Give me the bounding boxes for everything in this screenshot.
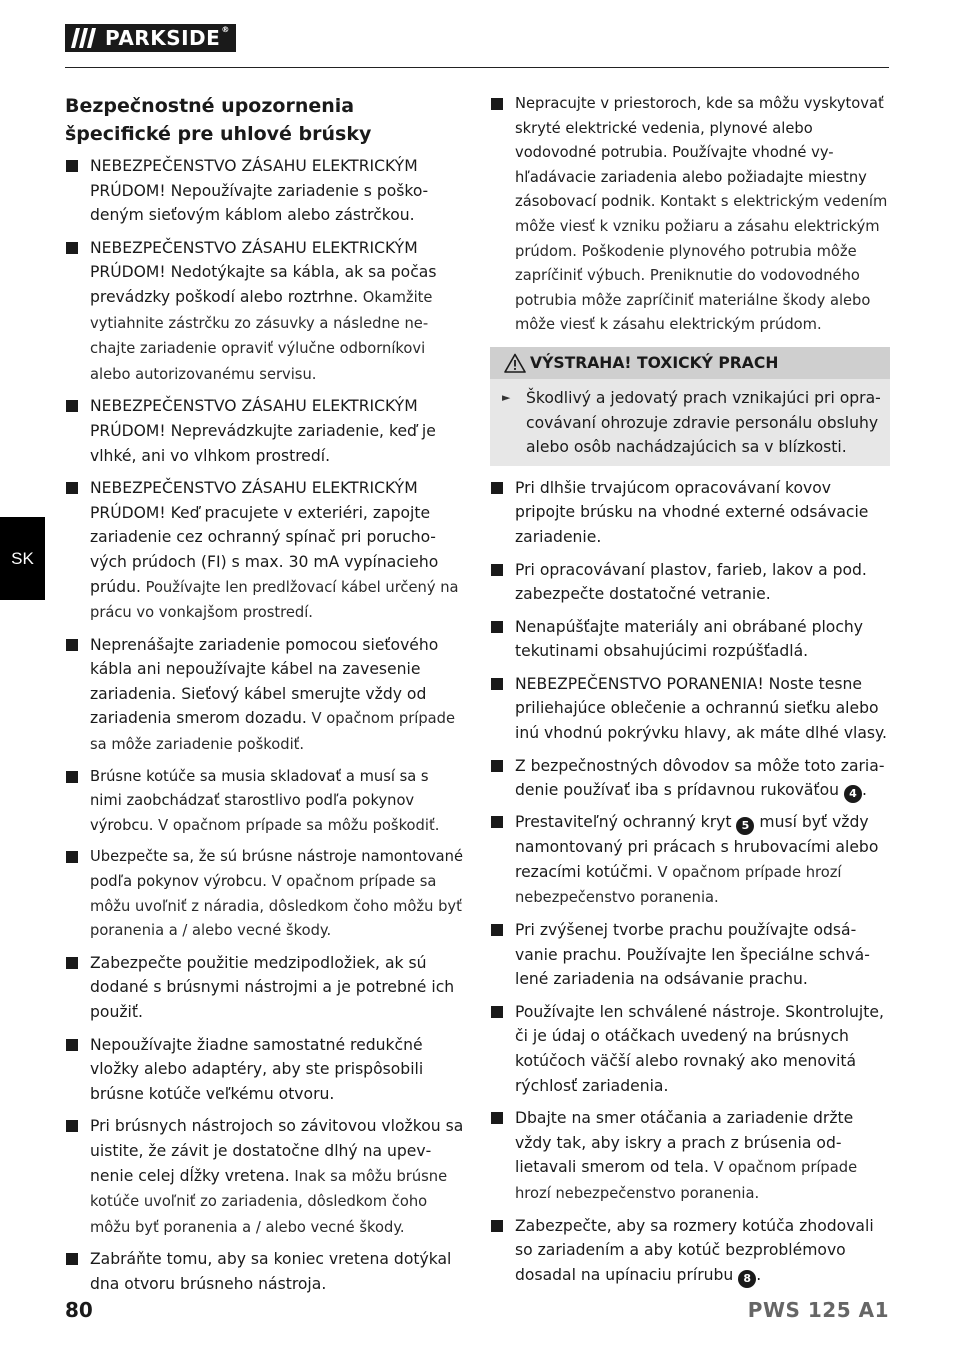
warning-text: ► Škodlivý a jedovatý prach vznikajúci pri opracovávaní ohrozuje zdravie personálu obsluhy alebo osôb nachádzajúcich sa v blízkosti. bbox=[490, 379, 890, 462]
square-bullet-icon bbox=[491, 678, 503, 690]
part-number-badge: 5 bbox=[736, 817, 754, 835]
square-bullet-icon bbox=[491, 924, 503, 936]
list-item: Pri zvýšenej tvorbe prachu používajte odsávanie prachu. Používajte len špeciálne schválené zariadenia na odsávanie prachu. bbox=[490, 918, 890, 993]
list-item: Neprenášajte zariadenie pomocou sieťového kábla ani nepoužívajte kábel na zavesenie zariadenia. Sieťový kábel smerujte vždy od zariadenia smerom dozadu. V opačnom prípade sa môže zariadenie poškodiť. bbox=[65, 633, 465, 758]
square-bullet-icon bbox=[491, 1006, 503, 1018]
section-title: Bezpečnostné upozornenia špecifické pre uhlové brúsky bbox=[65, 95, 372, 145]
warning-header bbox=[490, 347, 890, 379]
arrow-right-icon: ► bbox=[502, 390, 511, 404]
list-item: Nenapúšťajte materiály ani obrábané plochy tekutinami obsahujúcimi rozpúšťadlá. bbox=[490, 615, 890, 665]
square-bullet-icon bbox=[66, 242, 78, 254]
language-tab: SK bbox=[0, 517, 45, 600]
square-bullet-icon bbox=[491, 621, 503, 633]
list-item: Ubezpečte sa, že sú brúsne nástroje namontované podľa pokynov výrobcu. V opačnom prípade sa môžu uvoľniť z náradia, dôsledkom čoho môžu byť poranenia a / alebo vecné škody. bbox=[65, 845, 465, 943]
left-column bbox=[65, 92, 465, 1305]
square-bullet-icon bbox=[491, 816, 503, 828]
list-item: Z bezpečnostných dôvodov sa môže toto zariadenie používať iba s prídavnou rukoväťou 4 . bbox=[490, 754, 890, 804]
list-item: Používajte len schválené nástroje. Skontrolujte, či je údaj o otáčkach uvedený na brúsnych kotúčoch väčší alebo rovnaký ako menovitá rýchlosť zariadenia. bbox=[490, 1000, 890, 1099]
model-name: PWS 125 A1 bbox=[747, 1298, 889, 1322]
square-bullet-icon bbox=[491, 1220, 503, 1232]
square-bullet-icon bbox=[66, 771, 78, 783]
square-bullet-icon bbox=[66, 957, 78, 969]
square-bullet-icon bbox=[491, 98, 503, 110]
square-bullet-icon bbox=[66, 1120, 78, 1132]
list-item: NEBEZPEČENSTVO PORANENIA! Noste tesne priliehajúce oblečenie a ochrannú sieťku alebo inú vhodnú pokrývku hlavy, ak máte dlhé vlasy. bbox=[490, 672, 890, 747]
part-number-badge: 4 bbox=[844, 785, 862, 803]
square-bullet-icon bbox=[491, 564, 503, 576]
list-item: Prestaviteľný ochranný kryt 5 musí byť vždy namontovaný pri prácach s hrubovacími alebo rezacími kotúčmi. V opačnom prípade hrozí nebezpečenstvo poranenia. bbox=[490, 810, 890, 911]
list-item: Zabezpečte použitie medzipodložiek, ak sú dodané s brúsnymi nástrojmi a je potrebné ich použiť. bbox=[65, 951, 465, 1026]
page-number: 80 bbox=[65, 1298, 93, 1322]
list-item: Brúsne kotúče sa musia skladovať a musí sa s nimi zaobchádzať starostlivo podľa pokynov výrobcu. V opačnom prípade sa môžu poškodiť. bbox=[65, 765, 465, 839]
list-item: Pri brúsnych nástrojoch so závitovou vložkou sa uistite, že závit je dostatočne dlhý na upevnenie celej dĺžky vretena. Inak sa môžu brúsne kotúče uvoľniť zo zariadenia, dôsledkom čoho môžu byť poranenia a / alebo vecné škody. bbox=[65, 1114, 465, 1240]
list-item: NEBEZPEČENSTVO ZÁSAHU ELEKTRICKÝM PRÚDOM! Neprevádzkujte zariadenie, keď je vlhké, ani vo vlhkom prostredí. bbox=[65, 394, 465, 469]
brand-registered: ® bbox=[221, 25, 230, 34]
square-bullet-icon bbox=[66, 1253, 78, 1265]
square-bullet-icon bbox=[66, 482, 78, 494]
brand-name: PARKSIDE bbox=[105, 26, 221, 50]
list-item: NEBEZPEČENSTVO ZÁSAHU ELEKTRICKÝM PRÚDOM! Keď pracujete v exteriéri, zapojte zariadenie cez ochranný spínač pri poruchových prúdoch (FI) s max. 30 mA vypínacieho prúdu. Používajte len predlžovací kábel určený na prácu vo vonkajšom prostredí. bbox=[65, 476, 465, 626]
warning-box bbox=[490, 347, 890, 466]
square-bullet-icon bbox=[66, 160, 78, 172]
logo-stripes-icon bbox=[65, 24, 101, 52]
page-header bbox=[65, 24, 889, 68]
square-bullet-icon bbox=[491, 760, 503, 772]
list-item: Pri dlhšie trvajúcom opracovávaní kovov pripojte brúsku na vhodné externé odsávacie zariadenie. bbox=[490, 476, 890, 551]
square-bullet-icon bbox=[66, 639, 78, 651]
list-item: NEBEZPEČENSTVO ZÁSAHU ELEKTRICKÝM PRÚDOM! Nepoužívajte zariadenie s poškodeným sieťovým káblom alebo zástrčkou. bbox=[65, 154, 465, 229]
square-bullet-icon bbox=[66, 400, 78, 412]
square-bullet-icon bbox=[491, 482, 503, 494]
parkside-logo bbox=[65, 24, 236, 52]
list-item: Zabezpečte, aby sa rozmery kotúča zhodovali so zariadením a aby kotúč bezproblémovo dosadal na upínaciu prírubu 8 . bbox=[490, 1214, 890, 1288]
part-number-badge: 8 bbox=[738, 1270, 756, 1288]
list-item: NEBEZPEČENSTVO ZÁSAHU ELEKTRICKÝM PRÚDOM! Nedotýkajte sa kábla, ak sa počas prevádzky poškodí alebo roztrhne. Okamžite vytiahnite zástrčku zo zásuvky a následne nechajte zariadenie opraviť výlučne odborníkovi alebo autorizovanému servisu. bbox=[65, 236, 465, 388]
list-item: Dbajte na smer otáčania a zariadenie držte vždy tak, aby iskry a prach z brúsenia odlietavali smerom od tela. V opačnom prípade hrozí nebezpečenstvo poranenia. bbox=[490, 1106, 890, 1206]
square-bullet-icon bbox=[491, 1112, 503, 1124]
right-column bbox=[490, 92, 890, 1295]
warning-title: VÝSTRAHA! TOXICKÝ PRACH bbox=[530, 353, 779, 372]
square-bullet-icon bbox=[66, 851, 78, 863]
square-bullet-icon bbox=[66, 1039, 78, 1051]
list-item: Pri opracovávaní plastov, farieb, lakov a pod. zabezpečte dostatočné vetranie. bbox=[490, 558, 890, 608]
list-item: Nepracujte v priestoroch, kde sa môžu vyskytovať skryté elektrické vedenia, plynové alebo vodovodné potrubia. Používajte vhodné vy-hľadávacie zariadenia alebo požiadajte miestny zásobovací podnik. Kontakt s elektrickým vedením môže viesť k vzniku požiaru a zásahu elektrickým prúdom. Poškodenie plynového potrubia môže zapríčiniť výbuch. Preniknutie do vodovodného potrubia môže zapríčiniť materiálne škody alebo môže viesť k zásahu elektrickým prúdom. bbox=[490, 92, 890, 338]
warning-triangle-icon bbox=[504, 353, 526, 373]
list-item: Zabráňte tomu, aby sa koniec vretena dotýkal dna otvoru brúsneho nástroja. bbox=[65, 1247, 465, 1297]
list-item: Nepoužívajte žiadne samostatné redukčné vložky alebo adaptéry, aby ste prispôsobili brúsne kotúče veľkému otvoru. bbox=[65, 1033, 465, 1108]
